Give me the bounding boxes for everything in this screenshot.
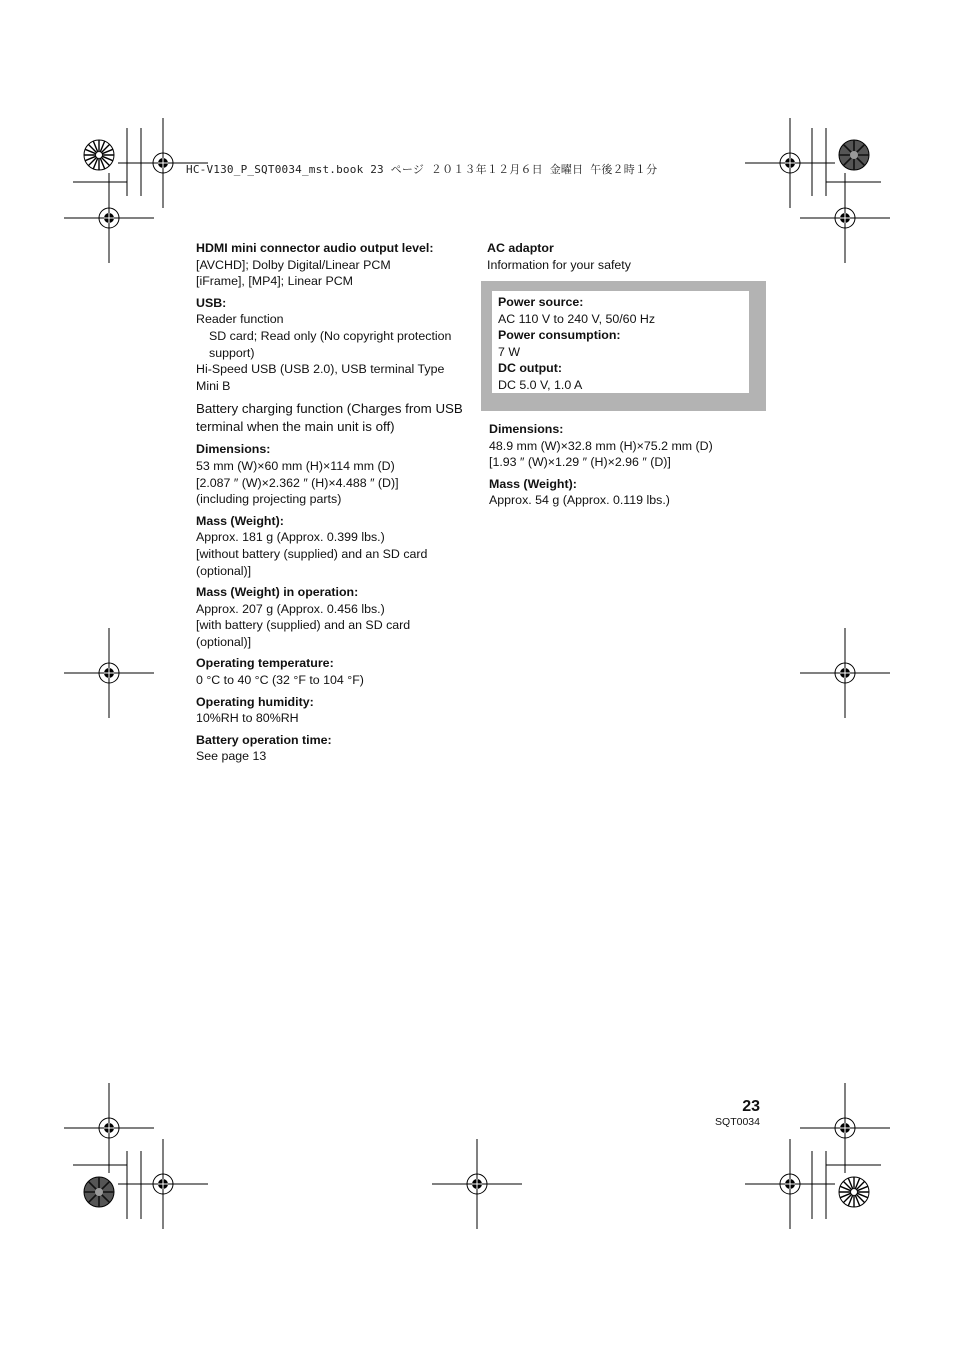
power-consumption-heading: Power consumption:	[498, 328, 621, 343]
mass-line-1: Approx. 181 g (Approx. 0.399 lbs.)	[196, 530, 385, 545]
humidity-heading: Operating humidity:	[196, 694, 314, 709]
ac-adaptor-heading: AC adaptor	[487, 241, 554, 255]
ac-mass-heading: Mass (Weight):	[489, 476, 577, 491]
mass-operation-spec	[196, 584, 468, 650]
dimensions-spec	[196, 441, 468, 507]
ac-dimensions-spec	[489, 421, 759, 471]
temperature-line-1: 0 °C to 40 °C (32 °F to 104 °F)	[196, 673, 364, 688]
hdmi-spec	[196, 240, 468, 290]
hdmi-heading: HDMI mini connector audio output level:	[196, 241, 434, 255]
usb-line-4: Battery charging function (Charges from USB terminal when the main unit is off)	[196, 401, 463, 435]
dimensions-line-2: [2.087 ″ (W)×2.362 ″ (H)×4.488 ″ (D)]	[196, 475, 399, 490]
ac-adaptor-safety: Information for your safety	[487, 257, 631, 272]
power-consumption-value: 7 W	[498, 344, 521, 359]
temperature-heading: Operating temperature:	[196, 656, 334, 671]
book-header-line: HC-V130_P_SQT0034_mst.book 23 ページ ２０１３年１２月６日 金曜日 午後２時１分	[186, 163, 658, 176]
hdmi-line-2: [iFrame], [MP4]; Linear PCM	[196, 274, 353, 289]
battery-time-line-1: See page 13	[196, 749, 267, 764]
left-spec-column	[196, 240, 468, 770]
page-footer	[700, 1098, 760, 1129]
dimensions-line-1: 53 mm (W)×60 mm (H)×114 mm (D)	[196, 458, 395, 473]
usb-spec	[196, 295, 468, 437]
mass-operation-line-1: Approx. 207 g (Approx. 0.456 lbs.)	[196, 601, 385, 616]
battery-time-heading: Battery operation time:	[196, 732, 332, 747]
safety-info-box	[481, 281, 766, 411]
mass-line-2: [without battery (supplied) and an SD card (optional)]	[196, 546, 428, 578]
mass-operation-heading: Mass (Weight) in operation:	[196, 585, 359, 600]
ac-dimensions-line-1: 48.9 mm (W)×32.8 mm (H)×75.2 mm (D)	[489, 438, 713, 453]
dc-output-value: DC 5.0 V, 1.0 A	[498, 377, 583, 392]
mass-heading: Mass (Weight):	[196, 513, 284, 528]
usb-line-3: Hi-Speed USB (USB 2.0), USB terminal Type Mini B	[196, 362, 445, 393]
ac-dimensions-line-2: [1.93 ″ (W)×1.29 ″ (H)×2.96 ″ (D)]	[489, 455, 671, 470]
humidity-spec	[196, 694, 468, 727]
hdmi-line-1: [AVCHD]; Dolby Digital/Linear PCM	[196, 257, 391, 272]
ac-mass-spec	[489, 476, 759, 509]
usb-line-1: Reader function	[196, 312, 284, 327]
battery-time-spec	[196, 732, 468, 765]
ac-adaptor-intro	[487, 240, 767, 273]
dimensions-heading: Dimensions:	[196, 442, 271, 457]
page-number: 23	[742, 1098, 760, 1115]
temperature-spec	[196, 655, 468, 688]
safety-info-box-inner	[492, 291, 749, 393]
ac-dimensions-heading: Dimensions:	[489, 422, 564, 436]
ac-mass-line-1: Approx. 54 g (Approx. 0.119 lbs.)	[489, 493, 670, 508]
power-source-heading: Power source:	[498, 295, 584, 309]
mass-spec	[196, 513, 468, 579]
ac-adaptor-specs	[489, 421, 759, 514]
usb-heading: USB:	[196, 295, 227, 310]
document-code: SQT0034	[715, 1116, 760, 1128]
usb-line-2: SD card; Read only (No copyright protection support)	[209, 328, 452, 360]
humidity-line-1: 10%RH to 80%RH	[196, 711, 299, 726]
power-source-value: AC 110 V to 240 V, 50/60 Hz	[498, 311, 656, 326]
mass-operation-line-2: [with battery (supplied) and an SD card (optional)]	[196, 618, 411, 649]
dc-output-heading: DC output:	[498, 361, 562, 376]
dimensions-line-3: (including projecting parts)	[196, 492, 342, 507]
